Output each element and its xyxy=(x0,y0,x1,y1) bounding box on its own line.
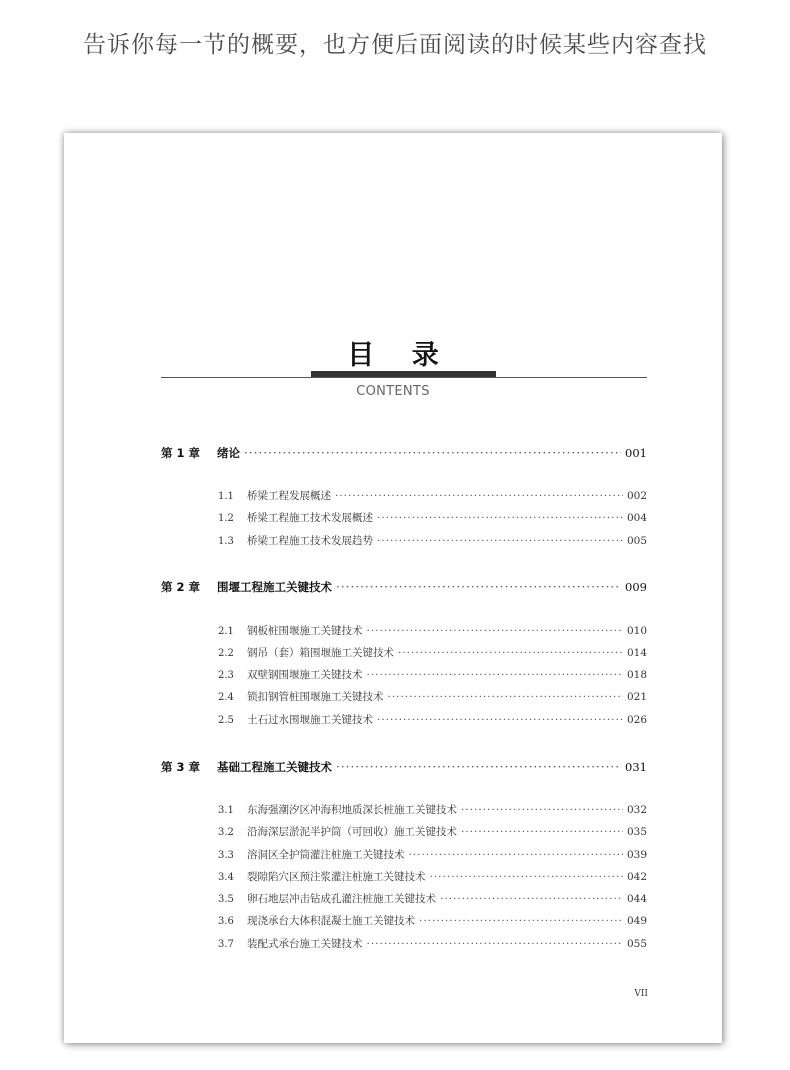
section-page: 002 xyxy=(626,490,647,502)
toc-section-3-7[interactable] xyxy=(218,936,647,951)
page-caption: 告诉你每一节的概要，也方便后面阅读的时候某些内容查找 xyxy=(83,32,707,58)
section-page: 032 xyxy=(626,804,647,816)
dot-leader xyxy=(377,714,623,726)
toc-section-2-4[interactable] xyxy=(218,689,647,704)
section-title: 现浇承台大体积混凝土施工关键技术 xyxy=(247,915,415,927)
section-title: 桥梁工程发展概述 xyxy=(247,490,331,502)
section-page: 042 xyxy=(626,871,647,883)
dot-leader xyxy=(244,446,621,460)
section-number: 1.1 xyxy=(218,491,234,502)
section-title: 钢吊（套）箱围堰施工关键技术 xyxy=(247,647,394,659)
toc-section-3-5[interactable] xyxy=(218,891,647,906)
section-title: 裂隙陷穴区预注浆灌注桩施工关键技术 xyxy=(247,871,426,883)
dot-leader xyxy=(398,647,623,659)
section-page: 005 xyxy=(626,535,647,547)
section-number: 2.3 xyxy=(218,670,234,681)
section-title: 土石过水围堰施工关键技术 xyxy=(247,714,373,726)
section-page: 018 xyxy=(626,669,647,681)
dot-leader xyxy=(461,826,623,838)
section-page: 004 xyxy=(626,512,647,524)
section-page: 035 xyxy=(626,826,647,838)
chapter-page: 031 xyxy=(625,760,647,774)
section-title: 卵石地层冲击钻成孔灌注桩施工关键技术 xyxy=(247,893,436,905)
chapter-page: 009 xyxy=(625,580,647,594)
section-title: 双壁钢围堰施工关键技术 xyxy=(247,669,363,681)
section-number: 2.1 xyxy=(218,626,234,637)
toc-section-2-1[interactable] xyxy=(218,623,647,638)
toc-section-1-3[interactable] xyxy=(218,533,647,548)
section-number: 3.7 xyxy=(218,939,234,950)
toc-section-2-5[interactable] xyxy=(218,712,647,727)
section-number: 2.5 xyxy=(218,715,234,726)
section-page: 039 xyxy=(626,849,647,861)
section-title: 桥梁工程施工技术发展趋势 xyxy=(247,535,373,547)
section-page: 026 xyxy=(626,714,647,726)
section-number: 2.2 xyxy=(218,648,234,659)
dot-leader xyxy=(461,804,623,816)
title-underline-thin xyxy=(161,377,647,378)
section-number: 3.4 xyxy=(218,872,234,883)
toc-section-3-6[interactable] xyxy=(218,913,647,928)
section-page: 014 xyxy=(626,647,647,659)
dot-leader xyxy=(367,625,623,637)
chapter-number: 第 1 章 xyxy=(161,446,201,460)
dot-leader xyxy=(377,512,623,524)
section-title: 东海强潮汐区冲海积地质深长桩施工关键技术 xyxy=(247,804,457,816)
chapter-title: 绪论 xyxy=(217,446,240,460)
chapter-title: 基础工程施工关键技术 xyxy=(217,760,332,774)
page-folio: VII xyxy=(634,989,648,999)
toc-section-1-1[interactable] xyxy=(218,488,647,503)
section-number: 1.3 xyxy=(218,536,234,547)
section-number: 3.1 xyxy=(218,805,234,816)
dot-leader xyxy=(335,490,623,502)
chapter-number: 第 2 章 xyxy=(161,580,201,594)
dot-leader xyxy=(367,669,623,681)
section-number: 3.6 xyxy=(218,916,234,927)
section-page: 010 xyxy=(626,625,647,637)
toc-section-3-2[interactable] xyxy=(218,824,647,839)
toc-section-2-3[interactable] xyxy=(218,667,647,682)
toc-chapter-2[interactable] xyxy=(161,579,647,595)
dot-leader xyxy=(367,938,623,950)
dot-leader xyxy=(336,760,621,774)
section-page: 049 xyxy=(626,915,647,927)
chapter-page: 001 xyxy=(625,446,647,460)
dot-leader xyxy=(336,580,621,594)
toc-chapter-3[interactable] xyxy=(161,759,647,775)
toc-chapter-1[interactable] xyxy=(161,445,647,461)
toc-section-3-4[interactable] xyxy=(218,869,647,884)
title-underline-bar xyxy=(311,371,496,377)
section-title: 沿海深层淤泥半护筒（可回收）施工关键技术 xyxy=(247,826,457,838)
toc-subtitle: CONTENTS xyxy=(356,384,430,399)
dot-leader xyxy=(409,849,623,861)
chapter-number: 第 3 章 xyxy=(161,760,201,774)
dot-leader xyxy=(419,915,623,927)
section-number: 3.5 xyxy=(218,894,234,905)
dot-leader xyxy=(440,893,623,905)
chapter-title: 围堰工程施工关键技术 xyxy=(217,580,332,594)
toc-page xyxy=(64,133,722,1043)
section-number: 2.4 xyxy=(218,692,234,703)
section-number: 3.2 xyxy=(218,827,234,838)
toc-section-1-2[interactable] xyxy=(218,510,647,525)
section-page: 021 xyxy=(626,691,647,703)
section-title: 锁扣钢管桩围堰施工关键技术 xyxy=(247,691,384,703)
section-number: 3.3 xyxy=(218,850,234,861)
section-page: 044 xyxy=(626,893,647,905)
section-title: 桥梁工程施工技术发展概述 xyxy=(247,512,373,524)
section-number: 1.2 xyxy=(218,513,234,524)
dot-leader xyxy=(430,871,623,883)
dot-leader xyxy=(377,535,623,547)
toc-section-2-2[interactable] xyxy=(218,645,647,660)
section-title: 溶洞区全护筒灌注桩施工关键技术 xyxy=(247,849,405,861)
section-title: 装配式承台施工关键技术 xyxy=(247,938,363,950)
dot-leader xyxy=(388,691,623,703)
toc-title: 目 录 xyxy=(347,340,453,371)
toc-section-3-1[interactable] xyxy=(218,802,647,817)
section-title: 钢板桩围堰施工关键技术 xyxy=(247,625,363,637)
section-page: 055 xyxy=(626,938,647,950)
toc-section-3-3[interactable] xyxy=(218,847,647,862)
